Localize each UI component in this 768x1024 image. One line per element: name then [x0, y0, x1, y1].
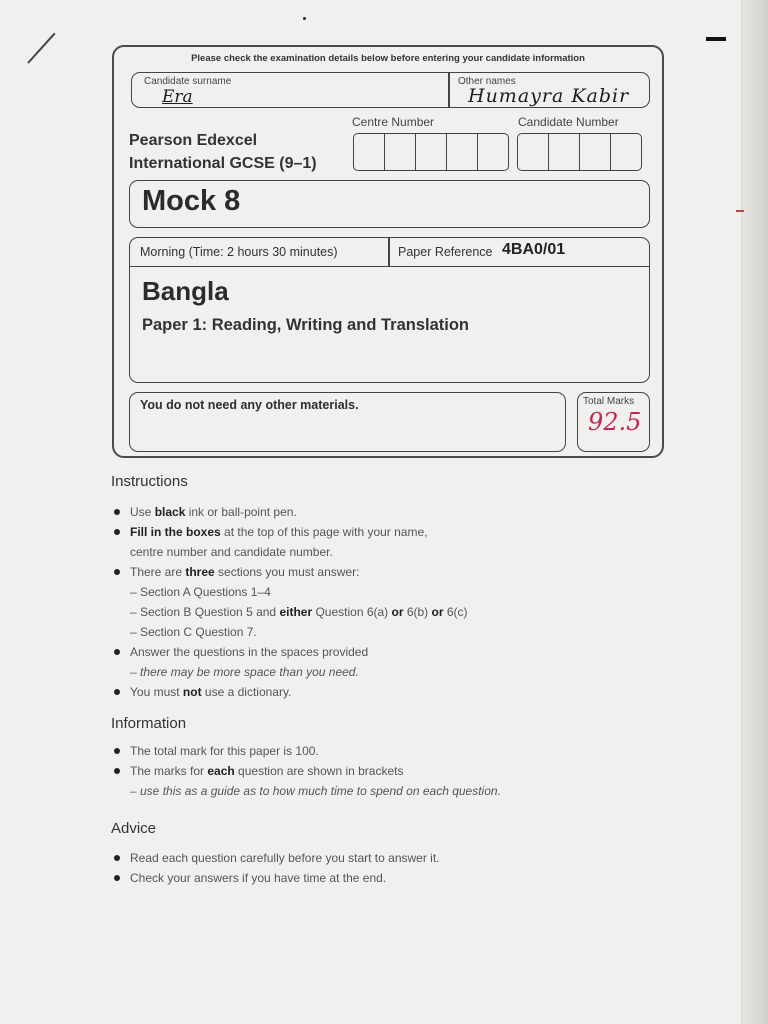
total-marks-box — [577, 392, 650, 452]
instructions-list — [112, 502, 552, 702]
paper-reference-label: Paper Reference — [398, 245, 493, 259]
list-item: Fill in the boxes at the top of this page with your name, — [112, 522, 552, 542]
digit-box[interactable] — [580, 134, 611, 170]
materials-text: You do not need any other materials. — [140, 398, 359, 412]
mock-title-box — [129, 180, 650, 228]
digit-box[interactable] — [354, 134, 385, 170]
list-item: There are three sections you must answer: — [112, 562, 552, 582]
advice-heading: Advice — [111, 820, 157, 837]
subject-title: Bangla — [142, 276, 229, 306]
name-divider — [448, 73, 450, 107]
materials-box — [129, 392, 566, 452]
other-names-field[interactable]: Humayra Kabir — [468, 85, 630, 107]
surname-field[interactable]: Era — [162, 87, 193, 107]
list-item: Use black ink or ball-point pen. — [112, 502, 552, 522]
list-item: Read each question carefully before you start to answer it. — [112, 848, 552, 868]
candidate-name-box — [131, 72, 650, 108]
pen-stroke — [27, 33, 55, 64]
total-marks-value: 92.5 — [588, 408, 642, 436]
exam-board — [129, 129, 317, 175]
margin-dash — [706, 37, 726, 41]
digit-box[interactable] — [416, 134, 447, 170]
page-edge — [741, 0, 768, 1024]
qualification: International GCSE (9–1) — [129, 155, 317, 172]
ink-dot — [303, 17, 306, 20]
digit-box[interactable] — [478, 134, 508, 170]
list-item: You must not use a dictionary. — [112, 682, 552, 702]
digit-box[interactable] — [518, 134, 549, 170]
list-item: The marks for each question are shown in brackets — [112, 761, 552, 781]
list-item: Check your answers if you have time at the end. — [112, 868, 552, 888]
session-time: Morning (Time: 2 hours 30 minutes) — [140, 245, 338, 259]
advice-list — [112, 848, 552, 888]
centre-number-label: Centre Number — [352, 115, 435, 129]
list-item: – use this as a guide as to how much time to spend on each question. — [130, 784, 501, 798]
session-divider — [388, 238, 390, 266]
check-note: Please check the examination details below before entering your candidate information — [191, 53, 585, 64]
surname-label: Candidate surname — [144, 76, 232, 87]
instructions-heading: Instructions — [111, 473, 188, 490]
list-item: – Section B Question 5 and either Question 6(a) or 6(b) or 6(c) — [130, 605, 468, 619]
centre-number-boxes[interactable] — [353, 133, 509, 171]
list-item: – Section C Question 7. — [130, 625, 257, 639]
other-names-label: Other names — [458, 76, 516, 87]
candidate-number-boxes[interactable] — [517, 133, 642, 171]
total-marks-label: Total Marks — [583, 396, 635, 407]
digit-box[interactable] — [611, 134, 641, 170]
digit-box[interactable] — [385, 134, 416, 170]
digit-box[interactable] — [447, 134, 478, 170]
list-item: – there may be more space than you need. — [130, 665, 359, 679]
board-name: Pearson Edexcel — [129, 132, 258, 149]
information-list — [112, 741, 552, 801]
paper-reference-value: 4BA0/01 — [502, 241, 566, 258]
list-item: Answer the questions in the spaces provided — [112, 642, 552, 662]
list-item: centre number and candidate number. — [130, 545, 333, 559]
mock-title: Mock 8 — [142, 185, 241, 217]
paper-details-box — [129, 237, 650, 383]
candidate-number-label: Candidate Number — [518, 115, 619, 129]
red-ink-mark — [736, 210, 744, 212]
cover-sheet — [112, 45, 664, 458]
list-item: – Section A Questions 1–4 — [130, 585, 271, 599]
paper-title: Paper 1: Reading, Writing and Translation — [142, 316, 469, 334]
digit-box[interactable] — [549, 134, 580, 170]
information-heading: Information — [111, 715, 187, 732]
list-item: The total mark for this paper is 100. — [112, 741, 552, 761]
